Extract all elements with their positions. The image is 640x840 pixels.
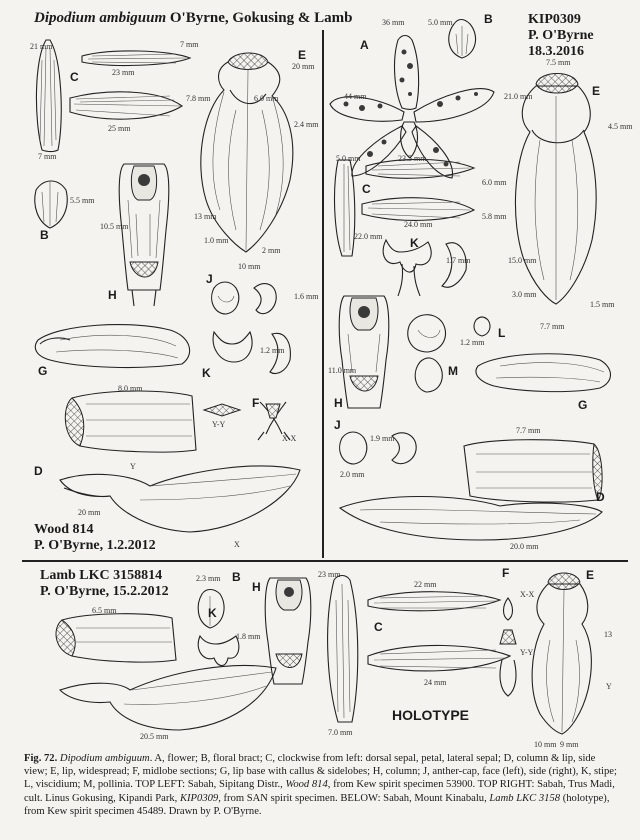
tl-meas: 21 mm <box>30 42 53 51</box>
bt-meas: X-X <box>520 590 535 599</box>
bt-meas: 20.5 mm <box>140 732 169 741</box>
bt-meas: 1.8 mm <box>236 632 261 641</box>
bt-label-F: F <box>502 566 510 580</box>
bt-dorsal-sepal <box>328 576 358 723</box>
tr-code: KIP0309 <box>528 12 581 27</box>
tl-anther-cap <box>212 282 277 314</box>
caption-fig-number: Fig. 72. <box>24 753 58 764</box>
tl-label-J: J <box>206 272 213 286</box>
tl-label-B: B <box>40 228 49 242</box>
tr-label-L: L <box>498 326 506 340</box>
bt-midlobe-sections <box>500 598 516 696</box>
tl-meas: 1.0 mm <box>204 236 229 245</box>
caption-text-4: (holotype), from Kew spirit specimen 45489. Drawn by P. O'Byrne. <box>24 792 610 817</box>
tl-meas: 7 mm <box>180 40 199 49</box>
tl-dorsal-sepal <box>36 40 61 152</box>
tr-label-D: D <box>596 490 605 504</box>
tl-meas: 13 mm <box>194 212 217 221</box>
bt-header <box>40 568 169 600</box>
tr-meas: 20.0 mm <box>510 542 539 551</box>
tr-meas: 22.0 mm <box>354 232 383 241</box>
tl-label-H: H <box>108 288 117 302</box>
tl-meas: 8.0 mm <box>118 384 143 393</box>
tl-lip-widespread <box>201 53 293 252</box>
tr-label-A: A <box>360 38 369 52</box>
tr-meas: 1.5 mm <box>590 300 615 309</box>
tl-meas: 23 mm <box>112 68 135 77</box>
bt-stipe <box>198 636 239 666</box>
tr-meas: 11.0 mm <box>328 366 357 375</box>
tr-meas: 6.0 mm <box>482 178 507 187</box>
bt-meas: 10 mm <box>534 740 557 749</box>
bt-meas: Y-Y <box>520 648 534 657</box>
tr-header <box>528 12 594 60</box>
bt-meas: 2.3 mm <box>196 574 221 583</box>
caption-lamb: Lamb LKC 3158 <box>489 792 561 804</box>
tr-meas: 4.5 mm <box>608 122 633 131</box>
tr-meas: 1.7 mm <box>446 256 471 265</box>
horizontal-divider <box>22 560 628 562</box>
tl-meas: 10 mm <box>238 262 261 271</box>
tl-meas: Y <box>130 462 136 471</box>
tl-column <box>119 164 169 306</box>
tr-label-B: B <box>484 12 493 26</box>
tr-column-lip-side <box>340 440 602 540</box>
tl-code: Wood 814 <box>34 522 94 537</box>
caption-text-2: , from Kew spirit specimen 53900. TOP RIGHT: Sabah, Trus Madi, cult. Linus Gokusing, Kipandi Park, <box>24 779 615 804</box>
tl-lateral-sepal <box>70 92 182 119</box>
tr-label-K: K <box>410 236 419 250</box>
tl-meas: 20 mm <box>292 62 315 71</box>
caption-wood: Wood 814 <box>285 779 328 791</box>
tr-pollinia <box>408 315 490 392</box>
tl-meas: 2.4 mm <box>294 120 319 129</box>
tl-meas: Y-Y <box>212 420 226 429</box>
tr-label-C: C <box>362 182 371 196</box>
tr-label-J: J <box>334 418 341 432</box>
bt-column <box>265 578 311 684</box>
tl-meas: 1.6 mm <box>294 292 319 301</box>
holotype-label: HOLOTYPE <box>392 707 470 723</box>
tl-meas: 7.8 mm <box>186 94 211 103</box>
tr-label-G: G <box>578 398 588 412</box>
tl-label-K: K <box>202 366 211 380</box>
tr-collector: P. O'Byrne <box>528 28 594 43</box>
vertical-divider <box>322 30 324 558</box>
bt-label-C: C <box>374 620 383 634</box>
bt-label-E: E <box>586 568 595 582</box>
tr-label-M: M <box>448 364 458 378</box>
tl-meas: 20 mm <box>78 508 101 517</box>
bt-meas: 23 mm <box>318 570 341 579</box>
bt-lateral-sepal <box>368 645 510 671</box>
tl-meas: 1.2 mm <box>260 346 285 355</box>
tl-footer <box>34 522 156 554</box>
bt-meas: 7.0 mm <box>328 728 353 737</box>
bt-meas: Y <box>606 682 612 691</box>
tr-meas: 5.8 mm <box>482 212 507 221</box>
bt-lip-widespread <box>532 573 591 734</box>
bt-label-H: H <box>252 580 261 594</box>
tl-meas: 25 mm <box>108 124 131 133</box>
tr-label-H: H <box>334 396 343 410</box>
tr-meas: 7.7 mm <box>540 322 565 331</box>
caption-species: Dipodium ambiguum <box>59 753 150 764</box>
tl-lip-base <box>35 325 189 368</box>
bt-label-B: B <box>232 570 241 584</box>
tr-meas: 15.0 mm <box>508 256 537 265</box>
tl-collector: P. O'Byrne, 1.2.2012 <box>34 538 156 553</box>
tr-meas: 5.0 mm <box>336 154 361 163</box>
title-authors: O'Byrne, Gokusing & Lamb <box>169 10 353 26</box>
plate-title <box>34 10 352 27</box>
title-species: Dipodium ambiguum <box>34 10 167 26</box>
tl-meas: X-X <box>282 434 297 443</box>
tr-meas: 2.0 mm <box>340 470 365 479</box>
bt-petal <box>368 592 500 611</box>
caption-text-3: , from SAN spirit specimen. BELOW: Sabah, Mount Kinabalu, <box>218 792 490 804</box>
tl-label-C: C <box>70 70 79 84</box>
figure-caption <box>24 752 620 818</box>
bt-meas: 6.5 mm <box>92 606 117 615</box>
tr-meas: 1.9 mm <box>370 434 395 443</box>
tl-meas: 6.0 mm <box>254 94 279 103</box>
tl-label-E: E <box>298 48 307 62</box>
bt-meas: 9 mm <box>560 740 579 749</box>
tr-date: 18.3.2016 <box>528 44 584 59</box>
tr-meas: 24.0 mm <box>404 220 433 229</box>
tl-meas: 10.5 mm <box>100 222 129 231</box>
tr-meas: 3.0 mm <box>512 290 537 299</box>
tr-meas: 1.2 mm <box>460 338 485 347</box>
tr-meas: 23.5 mm <box>398 154 427 163</box>
tl-floral-bract <box>35 181 67 228</box>
caption-kip: KIP0309 <box>179 792 219 804</box>
tr-stipe <box>383 240 466 296</box>
tr-meas: 7.5 mm <box>546 58 571 67</box>
tl-meas: X <box>234 540 240 549</box>
tl-label-D: D <box>34 464 43 478</box>
tr-floral-bract <box>449 20 476 59</box>
caption-text-1: . A, flower; B, floral bract; C, clockwise from left: dorsal sepal, petal, lateral sepal; D, column & lip, side view; E, lip, widespread; F, midlobe sections; G, lip base with callus & sidelobes; H, column; J, anther-cap, face (left), side (right), K, stipe; L, viscidium; M, pollinia. TOP LEFT: Sabah, Sipitang Distr., <box>24 753 617 791</box>
tr-column <box>339 296 389 408</box>
tr-meas: 36 mm <box>382 18 405 27</box>
tr-meas: 5.0 mm <box>428 18 453 27</box>
tr-meas: 44 mm <box>344 92 367 101</box>
tl-meas: 7 mm <box>38 152 57 161</box>
bt-meas: 22 mm <box>414 580 437 589</box>
tl-label-G: G <box>38 364 48 378</box>
bt-collector: P. O'Byrne, 15.2.2012 <box>40 584 169 599</box>
tl-label-F: F <box>252 396 260 410</box>
bt-meas: 24 mm <box>424 678 447 687</box>
tl-meas: 2 mm <box>262 246 281 255</box>
tl-petal <box>82 51 190 66</box>
bt-meas: 13 <box>604 630 612 639</box>
tr-meas: 21.0 mm <box>504 92 533 101</box>
tr-label-E: E <box>592 84 601 98</box>
tr-lateral-sepal <box>362 198 474 221</box>
bt-code: Lamb LKC 3158814 <box>40 568 163 583</box>
bt-label-K: K <box>208 606 217 620</box>
tr-lip-base <box>476 354 611 392</box>
tl-meas: 5.5 mm <box>70 196 95 205</box>
tr-meas: 7.7 mm <box>516 426 541 435</box>
tr-lip-widespread <box>515 74 596 305</box>
